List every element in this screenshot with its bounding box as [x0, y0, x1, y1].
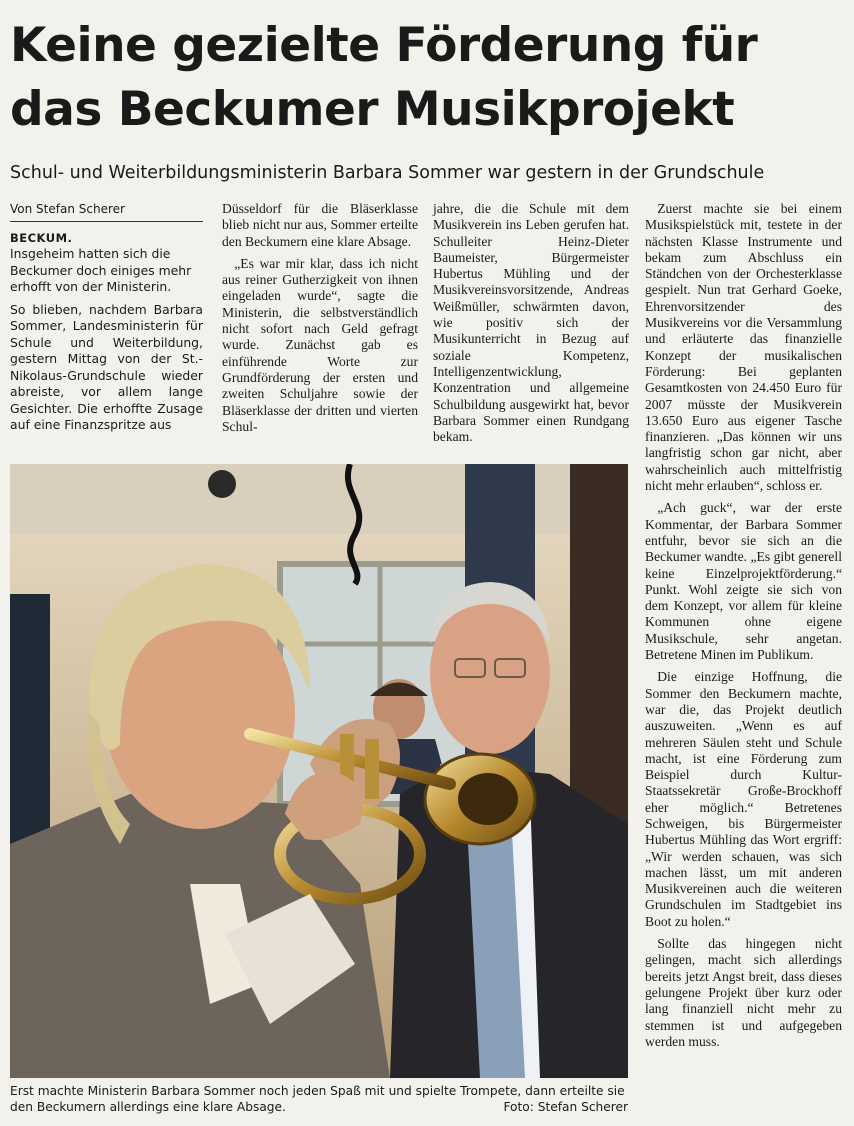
body-paragraph: Die einzige Hoffnung, die Sommer den Beckumern machte, war die, das Projekt deutlich auszuweiten. „Wenn es auf mehreren Säulen steht und Schule macht, ist eine Förderung zum Beispiel durch Kultur-Staatssekretär Große-Brockhoff eher möglich.“ Betretenes Schweigen, bis Bürgermeister Hubertus Mühling das Wort ergriff: „Wir werden schauen, was sich machen lässt, um mit anderen Musikvereinen auch die weiteren Grundschulen im Stadtgebiet ins Boot zu holen.“ — [645, 669, 842, 929]
article-column-3 — [433, 201, 629, 451]
body-paragraph: „Ach guck“, war der erste Kommentar, der Barbara Sommer entfuhr, bevor sie sich an die Beckumer wandte. „Es gibt generell keine Einzelprojektförderung.“ Punkt. Wohl zeigte sie sich von dem Konzept, vor allem für kleine Kommunen ohne eigene Musikschule, sehr angetan. Betretene Minen im Publikum. — [645, 500, 842, 663]
article-column-1 — [10, 201, 203, 440]
lead-paragraph: Insgeheim hatten sich die Beckumer doch einiges mehr erhofft von der Ministerin. — [10, 246, 192, 294]
body-paragraph: „Es war mir klar, dass ich nicht aus reiner Gutherzigkeit von ihnen eingeladen wurde“, sagte die Ministerin, die selbstverständlich nicht sofort nach Geld gefragt wurde. Zunächst gab es einführende Worte zur Grundförderung der ersten und zweiten Schuljahre sowie der Bläserklasse der dritten und vierten Schul- — [222, 255, 418, 434]
byline: Von Stefan Scherer — [10, 201, 203, 222]
body-paragraph: Düsseldorf für die Bläserklasse blieb nicht nur aus, Sommer erteilte den Beckumern eine klare Absage. — [222, 201, 418, 249]
subheadline: Schul- und Weiterbildungsministerin Barbara Sommer war gestern in der Grundschule — [10, 163, 765, 183]
body-paragraph: jahre, die die Schule mit dem Musikverein ins Leben gerufen hat. Schulleiter Heinz-Dieter Baumeister, Bürgermeister Hubertus Mühling und der Musikvereinsvorsitzende, Andreas Weißmüller, schwärmten davon, wie positiv sich der Musikunterricht in Bezug auf soziale Kompetenz, Intelligenzentwicklung, Konzentration und allgemeine Schulbildung ausgewirkt hat, bevor Barbara Sommer einen Rundgang bekam. — [433, 201, 629, 445]
headline: Keine gezielte Förderung für das Beckumer Musikprojekt — [10, 18, 758, 137]
article-column-2 — [222, 201, 418, 441]
photo-credit: Foto: Stefan Scherer — [503, 1100, 628, 1114]
body-paragraph: Sollte das hingegen nicht gelingen, macht sich allerdings bereits jetzt Angst breit, dass dieses gelungene Projekt über kurz oder lang finanziell nicht mehr zu stemmen ist und aufgegeben werden muss. — [645, 936, 842, 1049]
dateline: BECKUM. — [10, 230, 73, 245]
photo-illustration — [10, 464, 628, 1078]
article-column-4 — [645, 201, 842, 1056]
article-photo — [10, 464, 628, 1078]
photo-caption — [10, 1083, 628, 1115]
caption-text: Erst machte Ministerin Barbara Sommer noch jeden Spaß mit und spielte Trompete, dann erteilte sie den Beckumern allerdings eine klare Absage. — [10, 1084, 625, 1114]
body-paragraph: So blieben, nachdem Barbara Sommer, Landesministerin für Schule und Weiterbildung, gestern Mittag von der St.-Nikolaus-Grundschule wieder abreiste, vor allem lange Gesichter. Die erhoffte Zusage auf eine Finanzspritze aus — [10, 301, 203, 432]
body-paragraph: Zuerst machte sie bei einem Musikspielstück mit, testete in der nächsten Klasse Instrumente und bekam zum Abschluss ein Ständchen von der Orchesterklasse gespielt. Nun trat Gerhard Goeke, Ehrenvorsitzender des Musikvereins vor die Versammlung und erläuterte das finanzielle Konzept der musikalischen Förderung: Bei geplanten Gesamtkosten von 24.450 Euro für 2007 müsste der Musikverein 13.650 Euro aus eigener Tasche finanzieren. „Das können wir uns langfristig schon gar nicht, aber wahrscheinlich auch mittelfristig nicht mehr erlauben“, schloss er. — [645, 201, 842, 494]
